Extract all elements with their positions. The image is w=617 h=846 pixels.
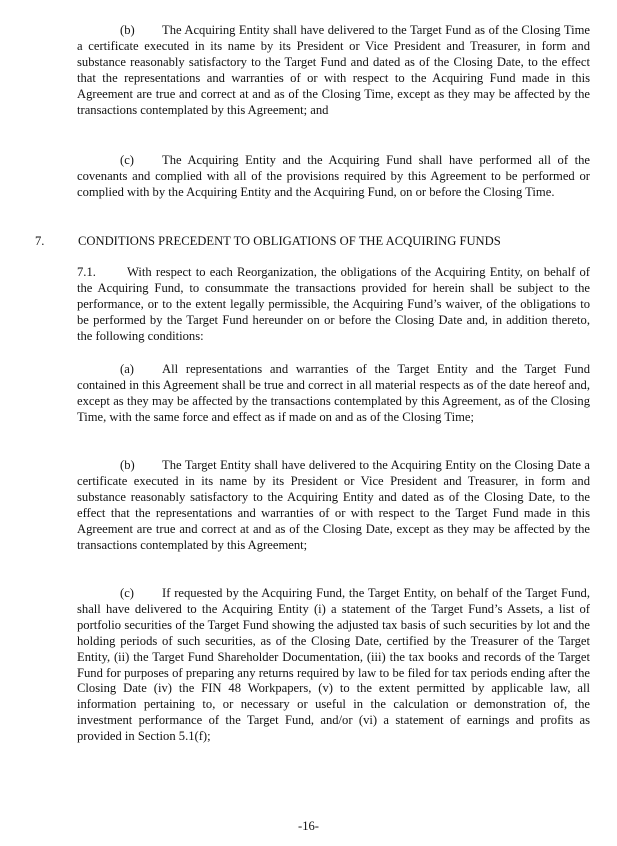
condition-text: All representations and warranties of the Target Entity and the Target Fund contained in this Agreement shall be true and correct in all material respects as of the date hereof and, except as they may be affected by the transactions contemplated by this Agreement, as of the Closing Time, with the same force and effect as if made on and as of the Closing Time; [77,362,590,424]
condition-label: (c) [120,586,134,600]
section-title: CONDITIONS PRECEDENT TO OBLIGATIONS OF THE ACQUIRING FUNDS [78,234,501,248]
paragraph-label: (b) [120,23,135,37]
paragraph-text: The Acquiring Entity and the Acquiring Fund shall have performed all of the covenants and complied with all of the provisions required by this Agreement to be performed or complied with by the Acquiring Entity and the Acquiring Fund, on or before the Closing Time. [77,153,590,199]
condition-label: (b) [120,458,135,472]
paragraph-text: The Acquiring Entity shall have delivered to the Target Fund as of the Closing Time a certificate executed in its name by its President or Vice President and Treasurer, in form and substance reasonably satisfactory to the Target Fund and dated as of the Closing Date, to the effect that the representations and warranties of or with respect to the Acquiring Fund made in this Agreement are true and correct at and as of the Closing Time, except as they may be affected by the transactions contemplated by this Agreement; and [77,23,590,117]
condition-a [77,362,590,426]
section-number: 7. [35,234,45,248]
subsection-text: With respect to each Reorganization, the obligations of the Acquiring Entity, on behalf of the Acquiring Fund, to consummate the transactions provided for herein shall be subject to the performance, or to the extent legally permissible, the Acquiring Fund’s waiver, of the obligations to be performed by the Target Fund hereunder on or before the Closing Date and, in addition thereto, the following conditions: [77,265,590,343]
subsection-7-1 [77,265,590,345]
page-number: -16- [298,819,319,833]
paragraph-c-acquiring-covenants [77,153,590,201]
paragraph-label: (c) [120,153,134,167]
condition-text: If requested by the Acquiring Fund, the Target Entity, on behalf of the Target Fund, shall have delivered to the Acquiring Entity (i) a statement of the Target Fund’s Assets, a list of portfolio securities of the Target Fund showing the adjusted tax basis of such securities by lot and the holding periods of such securities, as of the Closing Date, certified by the Treasurer of the Target Entity, (ii) the Target Fund Shareholder Documentation, (iii) the tax books and records of the Target Fund for purposes of preparing any returns required by law to be filed for tax periods ending after the Closing Date (iv) the FIN 48 Workpapers, (v) to the extent permitted by applicable law, all information pertaining to, or necessary or useful in the calculation or demonstration of, the investment performance of the Target Fund, and/or (vi) a statement of earnings and profits as provided in Section 5.1(f); [77,586,590,744]
paragraph-b-acquiring-certificate [77,23,590,118]
condition-b [77,458,590,553]
section-heading [35,233,501,249]
condition-text: The Target Entity shall have delivered to the Acquiring Entity on the Closing Date a certificate executed in its name by its President or Vice President and Treasurer, in form and substance reasonably satisfactory to the Acquiring Entity and dated as of the Closing Date, to the effect that the representations and warranties of or with respect to the Target Fund made in this Agreement are true and correct at and as of the Closing Date, except as they may be affected by the transactions contemplated by this Agreement; [77,458,590,552]
condition-label: (a) [120,362,134,376]
condition-c [77,586,590,745]
subsection-label: 7.1. [77,265,96,279]
